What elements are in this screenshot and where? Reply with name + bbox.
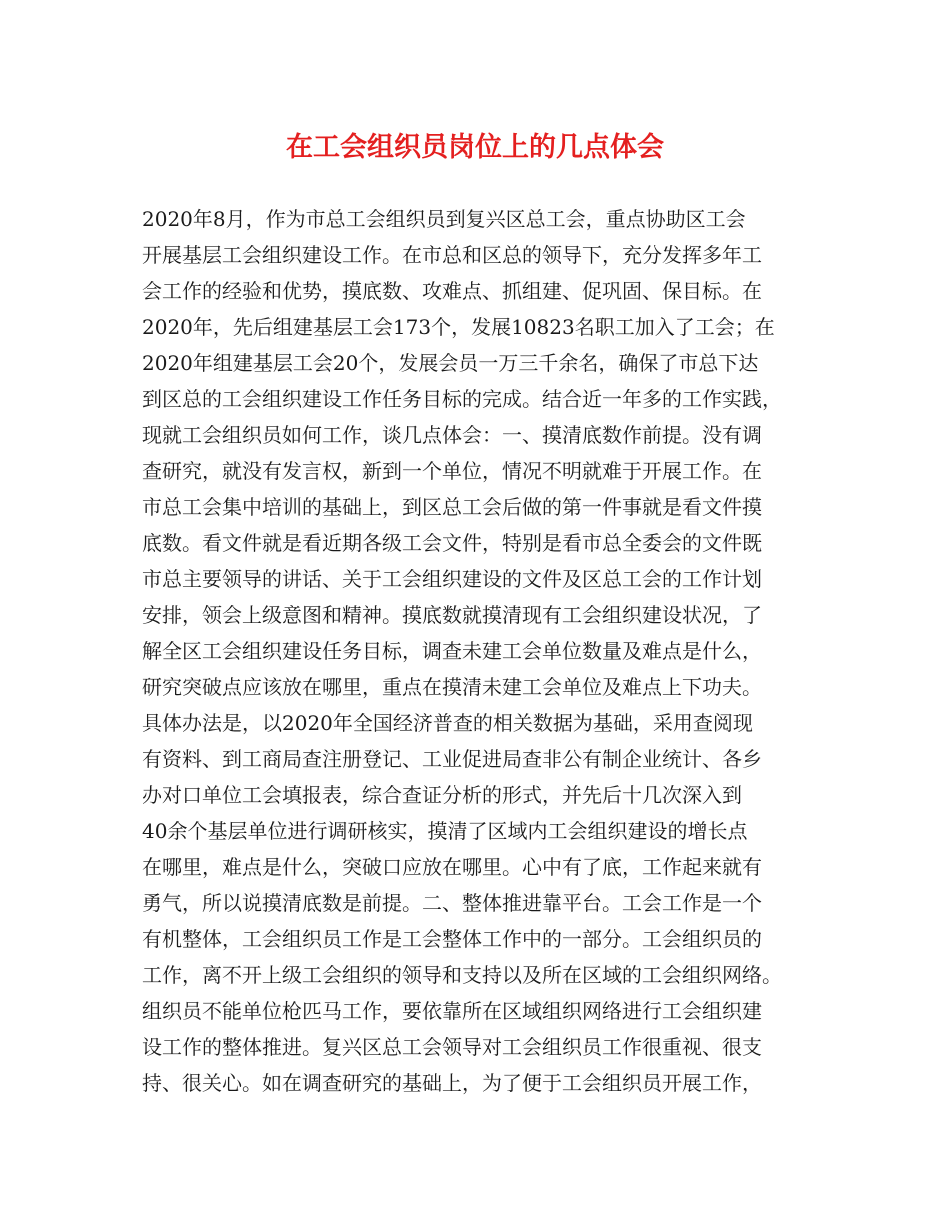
- body-text-line: 2020年，先后组建基层工会173个，发展10823名职工加入了工会；在: [142, 315, 775, 339]
- body-text-line: 市总工会集中培训的基础上，到区总工会后做的第一件事就是看文件摸: [142, 495, 762, 519]
- body-text-line: 具体办法是，以2020年全国经济普查的相关数据为基础，采用查阅现: [142, 711, 753, 735]
- body-text-line: 解全区工会组织建设任务目标，调查未建工会单位数量及难点是什么，: [142, 639, 762, 663]
- body-text-line: 2020年组建基层工会20个，发展会员一万三千余名，确保了市总下达: [142, 351, 759, 375]
- body-text-line: 会工作的经验和优势，摸底数、攻难点、抓组建、促巩固、保目标。在: [142, 279, 762, 303]
- body-text-line: 现就工会组织员如何工作，谈几点体会：一、摸清底数作前提。没有调: [142, 423, 762, 447]
- body-text-line: 有机整体，工会组织员工作是工会整体工作中的一部分。工会组织员的: [142, 927, 762, 951]
- body-text-line: 研究突破点应该放在哪里，重点在摸清未建工会单位及难点上下功夫。: [142, 675, 762, 699]
- body-text-line: 2020年8月，作为市总工会组织员到复兴区总工会，重点协助区工会: [142, 207, 746, 231]
- body-text-line: 市总主要领导的讲话、关于工会组织建设的文件及区总工会的工作计划: [142, 567, 762, 591]
- body-text-line: 查研究，就没有发言权，新到一个单位，情况不明就难于开展工作。在: [142, 459, 762, 483]
- body-text-line: 持、很关心。如在调查研究的基础上，为了便于工会组织员开展工作，: [142, 1071, 762, 1095]
- body-text-line: 工作，离不开上级工会组织的领导和支持以及所在区域的工会组织网络。: [142, 963, 782, 987]
- body-text-line: 设工作的整体推进。复兴区总工会领导对工会组织员工作很重视、很支: [142, 1035, 762, 1059]
- body-text-line: 办对口单位工会填报表，综合查证分析的形式，并先后十几次深入到: [142, 783, 742, 807]
- body-text-line: 安排，领会上级意图和精神。摸底数就摸清现有工会组织建设状况，了: [142, 603, 762, 627]
- document-title: 在工会组织员岗位上的几点体会: [286, 132, 664, 163]
- document-body: [142, 201, 832, 1101]
- body-text-line: 开展基层工会组织建设工作。在市总和区总的领导下，充分发挥多年工: [142, 243, 762, 267]
- body-text-line: 组织员不能单位枪匹马工作，要依靠所在区域组织网络进行工会组织建: [142, 999, 762, 1023]
- body-text-line: 底数。看文件就是看近期各级工会文件，特别是看市总全委会的文件既: [142, 531, 762, 555]
- body-text-line: 勇气，所以说摸清底数是前提。二、整体推进靠平台。工会工作是一个: [142, 891, 762, 915]
- body-text-line: 有资料、到工商局查注册登记、工业促进局查非公有制企业统计、各乡: [142, 747, 762, 771]
- body-text-line: 40余个基层单位进行调研核实，摸清了区域内工会组织建设的增长点: [142, 819, 748, 843]
- body-text-line: 在哪里，难点是什么，突破口应放在哪里。心中有了底，工作起来就有: [142, 855, 762, 879]
- body-text-line: 到区总的工会组织建设工作任务目标的完成。结合近一年多的工作实践，: [142, 387, 782, 411]
